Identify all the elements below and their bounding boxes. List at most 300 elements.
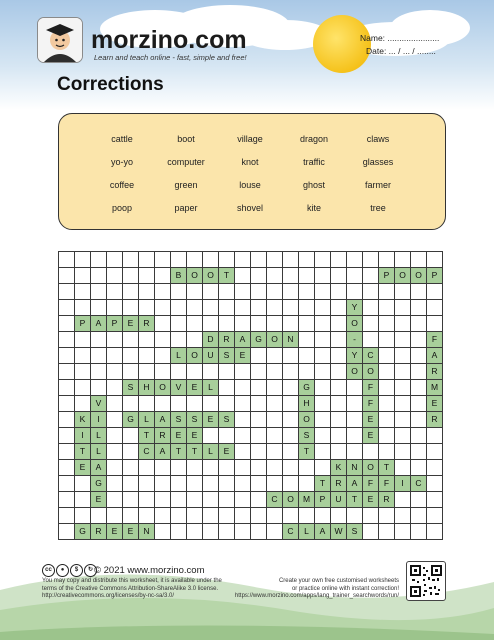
grid-cell-filled: B (171, 268, 187, 284)
word-bank-item: tree (370, 203, 386, 213)
grid-cell-filled: R (427, 364, 443, 380)
grid-cell (395, 508, 411, 524)
grid-cell (91, 508, 107, 524)
grid-cell-filled: O (267, 332, 283, 348)
grid-cell (395, 300, 411, 316)
grid-cell (139, 268, 155, 284)
grid-cell (315, 284, 331, 300)
grid-cell (203, 476, 219, 492)
grid-cell (267, 380, 283, 396)
grid-cell-filled: R (331, 476, 347, 492)
grid-cell (59, 268, 75, 284)
grid-cell (347, 252, 363, 268)
grid-cell (155, 476, 171, 492)
grid-cell-filled: C (363, 348, 379, 364)
grid-cell (59, 460, 75, 476)
grid-cell-filled: I (91, 412, 107, 428)
word-bank-item: poop (111, 203, 133, 213)
grid-cell (395, 380, 411, 396)
grid-cell-filled: E (427, 396, 443, 412)
grid-row (59, 492, 443, 508)
grid-cell-filled: T (171, 444, 187, 460)
grid-cell (379, 316, 395, 332)
grid-cell-filled: S (219, 412, 235, 428)
grid-cell (347, 284, 363, 300)
grid-row (59, 396, 443, 412)
grid-cell (75, 364, 91, 380)
grid-cell (315, 396, 331, 412)
grid-cell (267, 524, 283, 540)
grid-cell (331, 252, 347, 268)
grid-cell (235, 268, 251, 284)
grid-cell-filled: O (347, 364, 363, 380)
grid-cell (251, 412, 267, 428)
grid-cell (187, 524, 203, 540)
grid-cell (171, 252, 187, 268)
grid-cell (155, 396, 171, 412)
grid-cell (363, 508, 379, 524)
grid-cell (267, 460, 283, 476)
word-bank-item: glasses (362, 157, 394, 167)
grid-cell (91, 332, 107, 348)
grid-cell (75, 332, 91, 348)
grid-cell (75, 300, 91, 316)
grid-cell (107, 492, 123, 508)
grid-cell-filled: U (203, 348, 219, 364)
grid-cell (219, 524, 235, 540)
grid-row (59, 364, 443, 380)
grid-cell (331, 284, 347, 300)
grid-cell (155, 492, 171, 508)
grid-cell (267, 252, 283, 268)
grid-cell (411, 348, 427, 364)
grid-cell-filled: L (91, 428, 107, 444)
grid-cell (427, 476, 443, 492)
grid-cell-filled: T (219, 268, 235, 284)
grid-cell-filled: T (75, 444, 91, 460)
grid-cell (123, 268, 139, 284)
grid-cell-filled: N (139, 524, 155, 540)
grid-cell (171, 332, 187, 348)
grid-cell (107, 252, 123, 268)
grid-cell (283, 396, 299, 412)
grid-cell (427, 460, 443, 476)
grid-cell (395, 460, 411, 476)
grid-cell (363, 268, 379, 284)
grid-cell (267, 268, 283, 284)
grid-cell (379, 252, 395, 268)
grid-cell (235, 476, 251, 492)
grid-cell-filled: I (75, 428, 91, 444)
grid-row (59, 524, 443, 540)
grid-cell (331, 268, 347, 284)
grid-cell (203, 460, 219, 476)
grid-cell (251, 380, 267, 396)
grid-cell (171, 492, 187, 508)
grid-cell (107, 476, 123, 492)
grid-cell (347, 396, 363, 412)
grid-cell (91, 364, 107, 380)
grid-cell (331, 332, 347, 348)
grid-cell (251, 364, 267, 380)
grid-cell-filled: Y (347, 348, 363, 364)
grid-cell (155, 284, 171, 300)
grid-cell-filled: F (427, 332, 443, 348)
grid-cell (395, 252, 411, 268)
grid-cell (155, 300, 171, 316)
grid-cell (107, 284, 123, 300)
grid-cell (59, 252, 75, 268)
grid-cell (315, 348, 331, 364)
grid-cell (395, 412, 411, 428)
grid-cell (107, 444, 123, 460)
grid-cell (107, 364, 123, 380)
grid-cell (219, 364, 235, 380)
grid-cell (171, 300, 187, 316)
grid-cell (347, 412, 363, 428)
grid-cell (379, 524, 395, 540)
copyright-text: © 2021 www.morzino.com (94, 565, 205, 576)
grid-cell-filled: Y (347, 300, 363, 316)
grid-cell (283, 380, 299, 396)
sun-image (313, 15, 371, 73)
grid-cell (299, 252, 315, 268)
grid-cell (299, 348, 315, 364)
word-bank-item: cattle (111, 134, 133, 144)
grid-row (59, 348, 443, 364)
grid-cell (251, 492, 267, 508)
grid-cell (123, 300, 139, 316)
grid-cell (59, 348, 75, 364)
grid-cell-filled: F (363, 396, 379, 412)
cc-sa-icon: ↻ (84, 564, 97, 577)
grid-cell (283, 284, 299, 300)
grid-cell (235, 300, 251, 316)
grid-cell (363, 300, 379, 316)
word-bank-item: claws (366, 134, 390, 144)
grid-cell (171, 508, 187, 524)
grid-row (59, 268, 443, 284)
grid-cell-filled: G (75, 524, 91, 540)
grid-cell-filled: R (139, 316, 155, 332)
grid-cell (235, 428, 251, 444)
grid-cell (187, 476, 203, 492)
grid-cell (139, 364, 155, 380)
grid-cell-filled: T (347, 492, 363, 508)
grid-row (59, 300, 443, 316)
grid-cell-filled: - (347, 332, 363, 348)
grid-row (59, 284, 443, 300)
grid-cell-filled: O (411, 268, 427, 284)
grid-cell-filled: A (91, 316, 107, 332)
grid-cell (155, 316, 171, 332)
grid-cell (155, 332, 171, 348)
grid-cell (427, 284, 443, 300)
grid-cell (395, 428, 411, 444)
grid-row (59, 508, 443, 524)
grid-cell (219, 396, 235, 412)
grid-cell (107, 348, 123, 364)
word-bank-item: traffic (303, 157, 325, 167)
grid-cell-filled: V (171, 380, 187, 396)
grid-cell (283, 460, 299, 476)
license-line: You may copy and distribute this worksheet, it is available under the (42, 578, 222, 584)
grid-cell (411, 364, 427, 380)
grid-cell-filled: E (107, 524, 123, 540)
grid-cell-filled: E (363, 428, 379, 444)
grid-cell (235, 252, 251, 268)
grid-row (59, 412, 443, 428)
grid-cell (59, 300, 75, 316)
grid-cell (395, 524, 411, 540)
grid-cell-filled: O (299, 412, 315, 428)
grid-cell (363, 444, 379, 460)
grid-cell (219, 428, 235, 444)
grid-cell (219, 300, 235, 316)
grid-cell (107, 268, 123, 284)
grid-cell (235, 524, 251, 540)
grid-cell (363, 524, 379, 540)
grid-cell-filled: G (299, 380, 315, 396)
grid-cell (379, 396, 395, 412)
grid-cell (91, 300, 107, 316)
creative-commons-badge (42, 564, 97, 577)
grid-cell-filled: A (315, 524, 331, 540)
grid-cell-filled: A (155, 412, 171, 428)
grid-cell-filled: U (331, 492, 347, 508)
grid-cell-filled: E (363, 412, 379, 428)
grid-cell-filled: C (267, 492, 283, 508)
grid-cell (107, 428, 123, 444)
grid-cell (59, 476, 75, 492)
grid-cell (59, 332, 75, 348)
grid-cell (347, 380, 363, 396)
grid-cell (139, 252, 155, 268)
grid-cell (251, 460, 267, 476)
grid-cell (283, 476, 299, 492)
word-bank-item: boot (177, 134, 195, 144)
word-bank-item: louse (239, 180, 261, 190)
grid-cell (219, 460, 235, 476)
grid-cell-filled: H (299, 396, 315, 412)
grid-cell-filled: S (171, 412, 187, 428)
grid-cell (427, 444, 443, 460)
grid-cell-filled: C (411, 476, 427, 492)
grid-cell (283, 300, 299, 316)
word-bank-item: shovel (236, 203, 264, 213)
grid-cell (91, 380, 107, 396)
grid-cell (251, 268, 267, 284)
promo-text (159, 578, 399, 601)
grid-cell (75, 396, 91, 412)
grid-cell (347, 268, 363, 284)
grid-cell (267, 444, 283, 460)
grid-cell (59, 396, 75, 412)
grid-cell (267, 364, 283, 380)
grid-cell-filled: P (315, 492, 331, 508)
grid-cell-filled: P (107, 316, 123, 332)
grid-cell (315, 252, 331, 268)
grid-cell (59, 444, 75, 460)
grid-cell (251, 444, 267, 460)
grid-cell (91, 252, 107, 268)
grid-cell (75, 348, 91, 364)
grid-cell (251, 252, 267, 268)
grid-cell (187, 492, 203, 508)
grid-cell (379, 508, 395, 524)
grid-cell (251, 284, 267, 300)
grid-row (59, 380, 443, 396)
grid-cell (395, 284, 411, 300)
grid-cell (411, 508, 427, 524)
grid-cell (315, 316, 331, 332)
grid-cell (363, 316, 379, 332)
grid-row (59, 476, 443, 492)
grid-cell (91, 284, 107, 300)
grid-cell (155, 364, 171, 380)
grid-cell (267, 412, 283, 428)
grid-cell (187, 332, 203, 348)
grid-cell-filled: E (187, 428, 203, 444)
grid-cell-filled: A (91, 460, 107, 476)
grid-cell-filled: F (363, 380, 379, 396)
grid-cell (379, 444, 395, 460)
grid-cell (235, 444, 251, 460)
grid-row (59, 444, 443, 460)
grid-cell (219, 508, 235, 524)
grid-cell-filled: O (203, 268, 219, 284)
grid-cell (267, 284, 283, 300)
grid-cell (267, 396, 283, 412)
grid-cell (155, 460, 171, 476)
grid-cell (395, 396, 411, 412)
grid-cell (203, 300, 219, 316)
grid-cell (139, 300, 155, 316)
grid-cell-filled: N (347, 460, 363, 476)
grid-cell (203, 316, 219, 332)
word-bank-item: knot (241, 157, 259, 167)
grid-cell (283, 316, 299, 332)
grid-cell (379, 412, 395, 428)
grid-cell-filled: N (283, 332, 299, 348)
crossword-grid (58, 251, 443, 540)
grid-cell (203, 428, 219, 444)
grid-cell-filled: A (427, 348, 443, 364)
grid-cell (411, 316, 427, 332)
grid-cell-filled: E (75, 460, 91, 476)
grid-cell (123, 396, 139, 412)
grid-cell (235, 492, 251, 508)
grid-cell (107, 508, 123, 524)
grid-cell (379, 300, 395, 316)
brand-name: morzino.com (91, 26, 247, 54)
grid-cell (139, 396, 155, 412)
grid-cell (59, 284, 75, 300)
grid-cell (203, 524, 219, 540)
qr-code-icon[interactable] (406, 561, 446, 601)
grid-cell (139, 492, 155, 508)
grid-cell (395, 444, 411, 460)
grid-cell-filled: F (379, 476, 395, 492)
license-link[interactable]: http://creativecommons.org/licenses/by-nc-sa/3.0/ (42, 593, 175, 599)
grid-cell (379, 332, 395, 348)
grid-cell (75, 492, 91, 508)
grid-cell-filled: O (363, 364, 379, 380)
grid-cell (235, 364, 251, 380)
tagline: Learn and teach online - fast, simple and free! (94, 53, 247, 62)
grid-cell (427, 524, 443, 540)
grid-cell (251, 508, 267, 524)
promo-link[interactable]: https://www.morzino.com/apps/lang_trainer_searchwords/run/ (234, 593, 399, 599)
grid-cell (123, 348, 139, 364)
grid-cell (139, 348, 155, 364)
grid-cell (411, 524, 427, 540)
grid-cell (171, 316, 187, 332)
grid-cell (75, 284, 91, 300)
grid-cell (251, 428, 267, 444)
grid-cell (267, 300, 283, 316)
grid-cell-filled: T (299, 444, 315, 460)
grid-cell (203, 364, 219, 380)
grid-cell (75, 380, 91, 396)
word-bank (58, 113, 446, 230)
date-field: Date: ... / ... / ........ (366, 46, 436, 56)
grid-cell (331, 412, 347, 428)
grid-cell-filled: G (251, 332, 267, 348)
grid-cell (283, 508, 299, 524)
grid-cell-filled: S (299, 428, 315, 444)
cc-nc-icon: $ (70, 564, 83, 577)
grid-cell (299, 364, 315, 380)
grid-cell-filled: A (235, 332, 251, 348)
grid-cell-filled: R (219, 332, 235, 348)
grid-cell-filled: G (91, 476, 107, 492)
grid-cell-filled: S (123, 380, 139, 396)
grid-cell (59, 428, 75, 444)
grid-cell (107, 460, 123, 476)
grid-cell (187, 396, 203, 412)
grid-cell-filled: L (299, 524, 315, 540)
grid-cell (187, 460, 203, 476)
grid-cell-filled: O (155, 380, 171, 396)
grid-cell (251, 300, 267, 316)
grid-cell (395, 364, 411, 380)
grid-cell (299, 284, 315, 300)
grid-cell-filled: E (91, 492, 107, 508)
word-bank-item: paper (174, 203, 198, 213)
grid-cell (187, 300, 203, 316)
grid-cell (107, 380, 123, 396)
grid-cell (331, 508, 347, 524)
grid-cell (171, 396, 187, 412)
grid-cell (395, 492, 411, 508)
grid-cell-filled: L (139, 412, 155, 428)
grid-cell-filled: T (379, 460, 395, 476)
grid-cell-filled: E (187, 380, 203, 396)
grid-row (59, 316, 443, 332)
grid-cell (187, 284, 203, 300)
logo-icon (37, 17, 83, 63)
grid-cell (299, 268, 315, 284)
grid-cell-filled: F (363, 476, 379, 492)
grid-cell-filled: K (331, 460, 347, 476)
grid-cell (331, 348, 347, 364)
grid-cell-filled: O (187, 348, 203, 364)
grid-cell (347, 428, 363, 444)
grid-cell (331, 444, 347, 460)
grid-cell-filled: R (379, 492, 395, 508)
grid-cell (331, 316, 347, 332)
